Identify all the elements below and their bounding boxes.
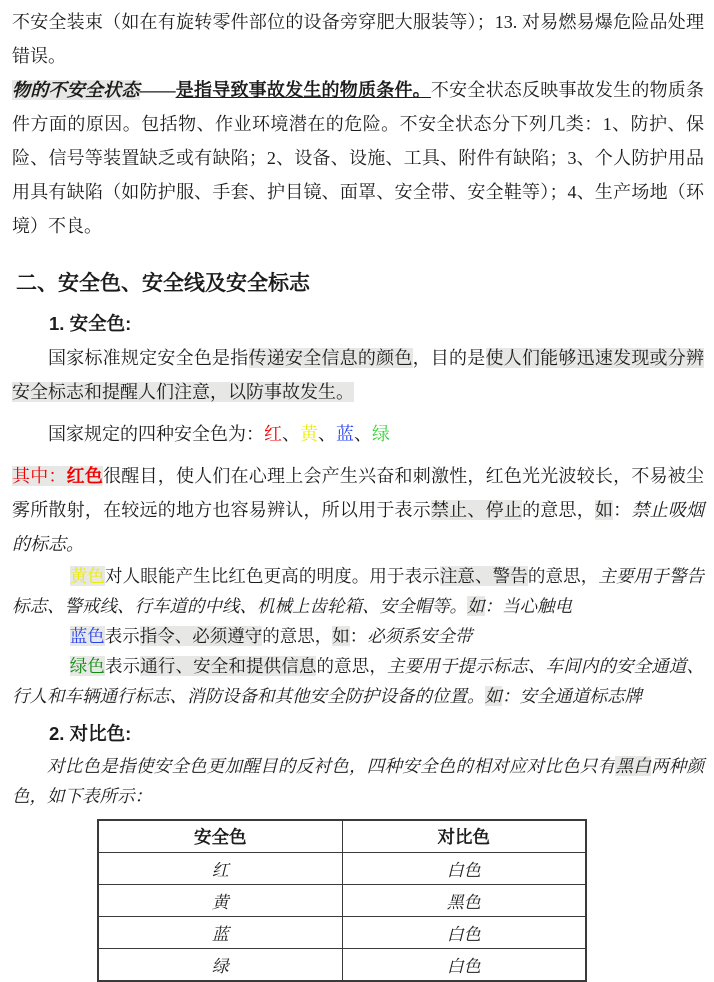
para-yellow-color — [12, 561, 704, 621]
text-run: 的意思， — [527, 566, 599, 586]
table-cell: 白色 — [342, 917, 586, 949]
table-cell: 白色 — [342, 853, 586, 885]
text-run: 二、安全色、安全线及安全标志 — [16, 272, 310, 295]
text-run: 的意思， — [316, 656, 387, 676]
text-run: ： — [484, 596, 502, 616]
text-run: ： — [613, 500, 632, 520]
text-run: 注意、警告 — [439, 566, 528, 586]
text-run: ： — [502, 686, 520, 706]
subheading-safety-color — [12, 309, 704, 339]
text-run: 国家标准规定安全色是指 — [48, 348, 249, 368]
table-cell: 红 — [98, 853, 342, 885]
text-run: 两种颜色，如下表所示： — [12, 756, 705, 806]
text-run: 如 — [484, 686, 502, 706]
text-run: 黄色 — [69, 566, 105, 586]
text-run: 通行、安全和提供信息 — [140, 656, 317, 676]
table-row — [98, 853, 586, 885]
table-cell: 蓝 — [98, 917, 342, 949]
text-run: 对人眼能产生比红色更高的明度。用于表示 — [105, 566, 440, 586]
text-run: 国家规定的四种安全色为： — [48, 424, 264, 444]
text-run: 禁止吸烟的标志。 — [12, 500, 705, 554]
text-run: 物的不安全状态 — [12, 80, 140, 100]
text-run: 表示 — [104, 626, 140, 646]
heading-section-2 — [16, 269, 704, 299]
text-run: ： — [349, 626, 368, 646]
para-red-color — [12, 459, 704, 561]
text-run: 、 — [282, 424, 300, 444]
text-run: 蓝 — [336, 424, 354, 444]
text-run: 指令、必须遵守 — [139, 626, 263, 646]
text-run: 其中： — [12, 466, 67, 486]
contrast-color-table — [97, 819, 587, 982]
para-safety-color-definition — [12, 341, 704, 409]
text-run: 黄 — [300, 424, 318, 444]
table-row — [98, 885, 586, 917]
text-run: 表示 — [105, 656, 141, 676]
para-unsafe-state — [12, 73, 704, 243]
para-blue-color — [12, 621, 704, 651]
table-cell: 绿 — [98, 949, 342, 982]
text-run: 安全通道标志牌 — [519, 686, 642, 706]
text-run: 2. 对比色: — [49, 723, 132, 744]
text-run: 是指导致事故发生的物质条件。 — [175, 80, 431, 100]
text-run: 必须系安全带 — [367, 626, 473, 646]
table-header-row — [98, 820, 586, 853]
text-run: 不安全状态反映事故发生的物质条件方面的原因。包括物、作业环境潜在的危险。不安全状态分下列几类：1、防护、保险、信号等装置缺乏或有缺陷；2、设备、设施、工具、附件有缺陷；3、个人防护用品用具有缺陷（如防护服、手套、护目镜、面罩、安全带、安全鞋等）；4、生产场地（环境）不良。 — [12, 80, 705, 236]
text-run: 黑白 — [615, 756, 651, 776]
text-run: 传递安全信息的颜色 — [248, 348, 413, 368]
para-unsafe-attire — [12, 5, 704, 73]
text-run: 红 — [264, 424, 282, 444]
text-run: 蓝色 — [69, 626, 105, 646]
text-run: 使人们能够迅速发现或分辨安全标志和提醒人们注意，以防事故发生。 — [12, 348, 705, 402]
table-header-cell: 对比色 — [342, 820, 586, 853]
text-run: —— — [139, 80, 176, 100]
text-run: 对比色是指使安全色更加醒目的反衬色，四种安全色的相对应对比色只有 — [47, 756, 616, 776]
text-run: 如 — [594, 500, 614, 520]
table-cell: 黑色 — [342, 885, 586, 917]
text-run: 绿色 — [69, 656, 105, 676]
table-cell: 黄 — [98, 885, 342, 917]
text-run: 当心触电 — [502, 596, 572, 616]
text-run: 、 — [354, 424, 372, 444]
table-header-cell: 安全色 — [98, 820, 342, 853]
text-run: 红色 — [66, 466, 104, 486]
subheading-contrast-color — [12, 719, 704, 749]
text-run: 主要用于警告标志、警戒线、行车道的中线、机械上齿轮箱、安全帽等。 — [12, 566, 705, 616]
text-run: 的意思， — [262, 626, 333, 646]
text-run: 的意思， — [522, 500, 595, 520]
text-run: 如 — [467, 596, 485, 616]
text-run: 1. 安全色: — [49, 313, 132, 334]
table-cell: 白色 — [342, 949, 586, 982]
text-run: 很醒目，使人们在心理上会产生兴奋和刺激性，红色光光波较长，不易被尘雾所散射，在较远的地方也容易辨认，所以用于表示 — [12, 466, 705, 520]
table-row — [98, 949, 586, 982]
text-run: 绿 — [372, 424, 390, 444]
para-green-color — [12, 651, 704, 711]
text-run: 禁止、停止 — [430, 500, 523, 520]
text-run: 、 — [318, 424, 336, 444]
text-run: 主要用于提示标志、车间内的安全通道、行人和车辆通行标志、消防设备和其他安全防护设备的位置。 — [12, 656, 705, 706]
text-run: 如 — [332, 626, 350, 646]
text-run: 不安全装束（如在有旋转零件部位的设备旁穿肥大服装等）；13. 对易燃易爆危险品处理错误。 — [12, 12, 704, 66]
text-run: ，目的是 — [412, 348, 486, 368]
para-four-safety-colors — [12, 417, 704, 451]
table-row — [98, 917, 586, 949]
para-contrast-definition — [12, 751, 704, 811]
